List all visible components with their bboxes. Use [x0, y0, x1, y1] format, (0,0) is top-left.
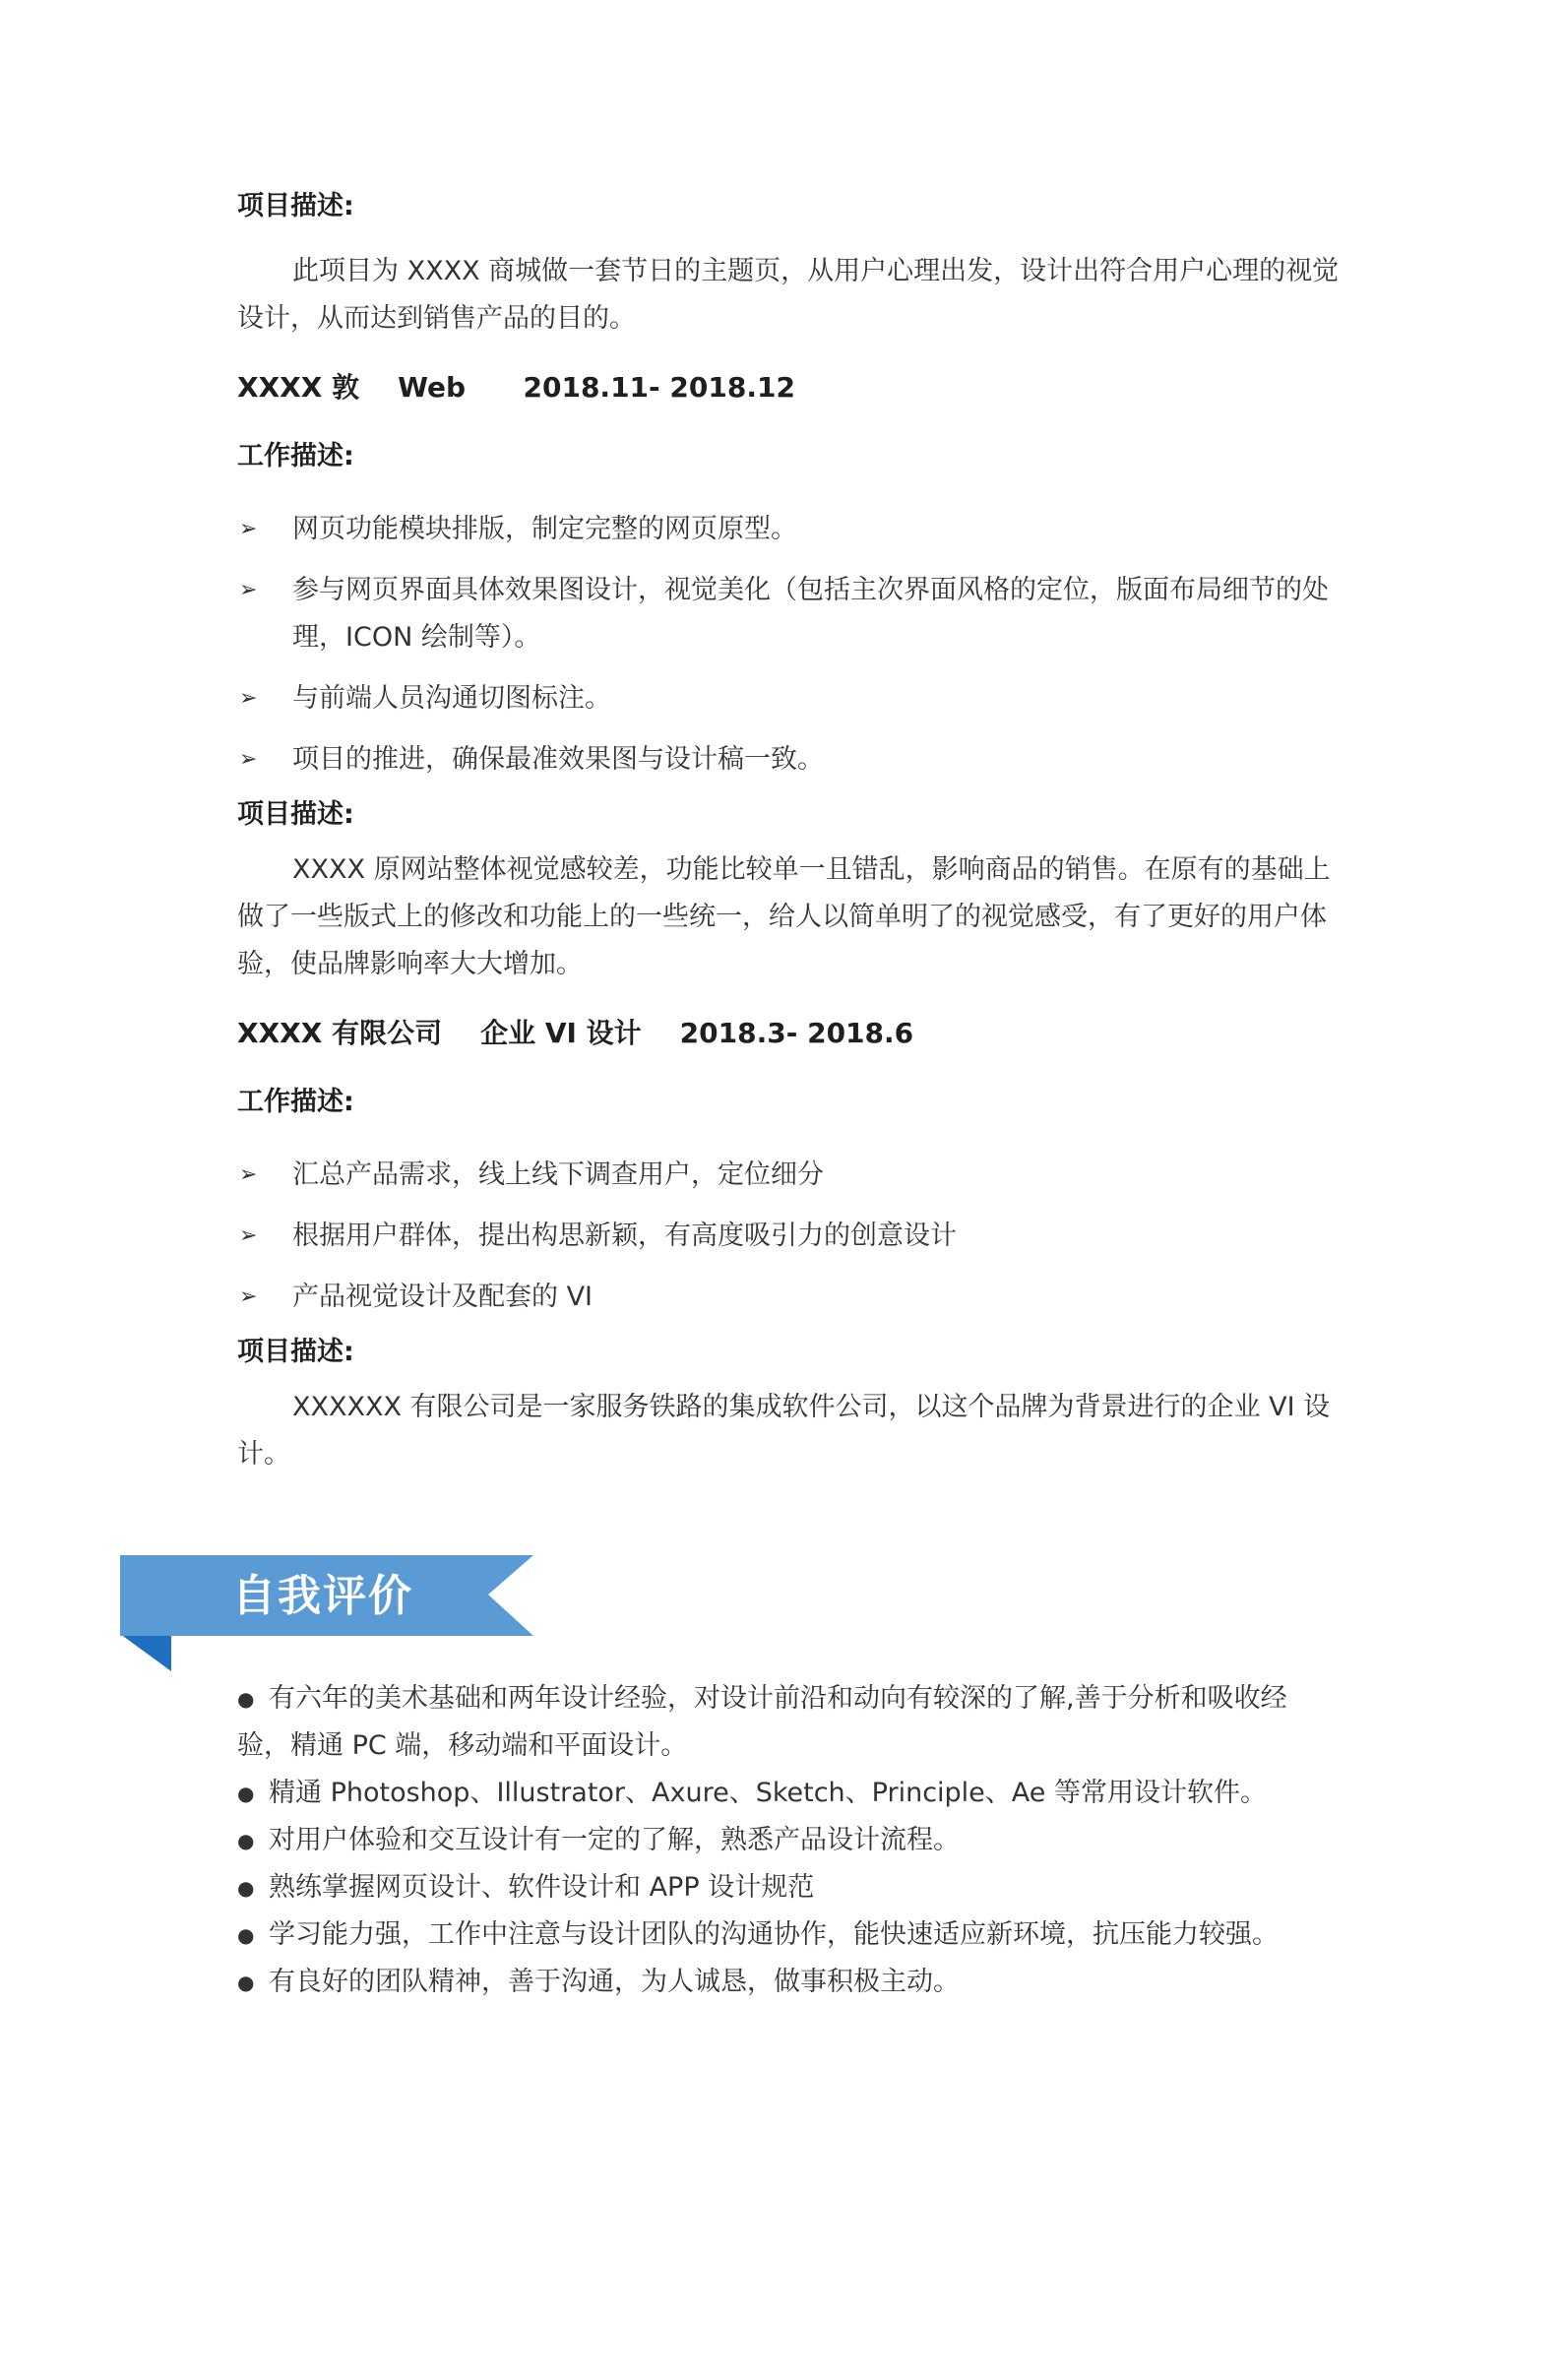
list-item: ➢ 与前端人员沟通切图标注。: [237, 675, 1340, 722]
work-list: [237, 1152, 1340, 1321]
arrow-bullet-icon: ➢: [239, 1223, 258, 1248]
self-eval-section: [237, 1675, 1340, 2006]
list-item: ● 学习能力强，工作中注意与设计团队的沟通协作，能快速适应新环境，抗压能力较强。: [237, 1911, 1340, 1959]
arrow-bullet-icon: ➢: [239, 517, 258, 541]
list-item: ● 有六年的美术基础和两年设计经验，对设计前沿和动向有较深的了解,善于分析和吸收经 验，精通 PC 端，移动端和平面设计。: [237, 1675, 1340, 1770]
list-item: ● 对用户体验和交互设计有一定的了解，熟悉产品设计流程。: [237, 1817, 1340, 1864]
dot-bullet-icon: ●: [237, 1829, 255, 1852]
project-label: 项目描述:: [237, 1337, 354, 1367]
list-item: ● 有良好的团队精神，善于沟通，为人诚恳，做事积极主动。: [237, 1959, 1340, 2006]
list-item: ● 精通 Photoshop、Illustrator、Axure、Sketch、Principle、Ae 等常用设计软件。: [237, 1770, 1340, 1817]
project-description: XXXXXX 有限公司是一家服务铁路的集成软件公司，以这个品牌为背景进行的企业 VI 设计。: [237, 1392, 1331, 1470]
list-item: ➢ 项目的推进，确保最准效果图与设计稿一致。: [237, 736, 1340, 783]
project-description: XXXX 原网站整体视觉感较差，功能比较单一且错乱，影响商品的销售。在原有的基础上做了一些版式上的修改和功能上的一些统一，给人以简单明了的视觉感受，有了更好的用户体验，使品牌影响率大大增加。: [237, 854, 1331, 979]
arrow-bullet-icon: ➢: [239, 686, 258, 711]
section-title: 自我评价: [232, 1571, 413, 1621]
self-eval-banner: [120, 1555, 533, 1683]
list-item: ➢ 参与网页界面具体效果图设计，视觉美化（包括主次界面风格的定位，版面布局细节的处理，ICON 绘制等）。: [237, 567, 1340, 661]
arrow-bullet-icon: ➢: [239, 578, 258, 602]
dot-bullet-icon: ●: [237, 1782, 255, 1805]
self-eval-list: [237, 1675, 1340, 2006]
dot-bullet-icon: ●: [237, 1876, 255, 1900]
list-item: ● 熟练掌握网页设计、软件设计和 APP 设计规范: [237, 1864, 1340, 1911]
job-title: XXXX 有限公司 企业 VI 设计 2018.3- 2018.6: [237, 1017, 914, 1049]
arrow-bullet-icon: ➢: [239, 1284, 258, 1309]
project-label: 项目描述:: [237, 799, 354, 830]
list-item: ➢ 网页功能模块排版，制定完整的网页原型。: [237, 506, 1340, 553]
project-description: 此项目为 XXXX 商城做一套节日的主题页，从用户心理出发，设计出符合用户心理的视觉设计，从而达到销售产品的目的。: [237, 256, 1340, 334]
list-item: ➢ 根据用户群体，提出构思新颖，有高度吸引力的创意设计: [237, 1213, 1340, 1260]
list-item: ➢ 汇总产品需求，线上线下调查用户，定位细分: [237, 1152, 1340, 1199]
work-label: 工作描述:: [237, 441, 354, 471]
arrow-bullet-icon: ➢: [239, 747, 258, 772]
list-item: ➢ 产品视觉设计及配套的 VI: [237, 1274, 1340, 1321]
work-list: [237, 506, 1340, 783]
work-label: 工作描述:: [237, 1087, 354, 1117]
job-title: XXXX 敦 Web 2018.11- 2018.12: [237, 371, 795, 404]
experience-section: [237, 187, 1340, 1478]
dot-bullet-icon: ●: [237, 1923, 255, 1947]
arrow-bullet-icon: ➢: [239, 1162, 258, 1187]
project-label: 项目描述:: [237, 191, 354, 221]
dot-bullet-icon: ●: [237, 1687, 255, 1711]
dot-bullet-icon: ●: [237, 1971, 255, 1994]
